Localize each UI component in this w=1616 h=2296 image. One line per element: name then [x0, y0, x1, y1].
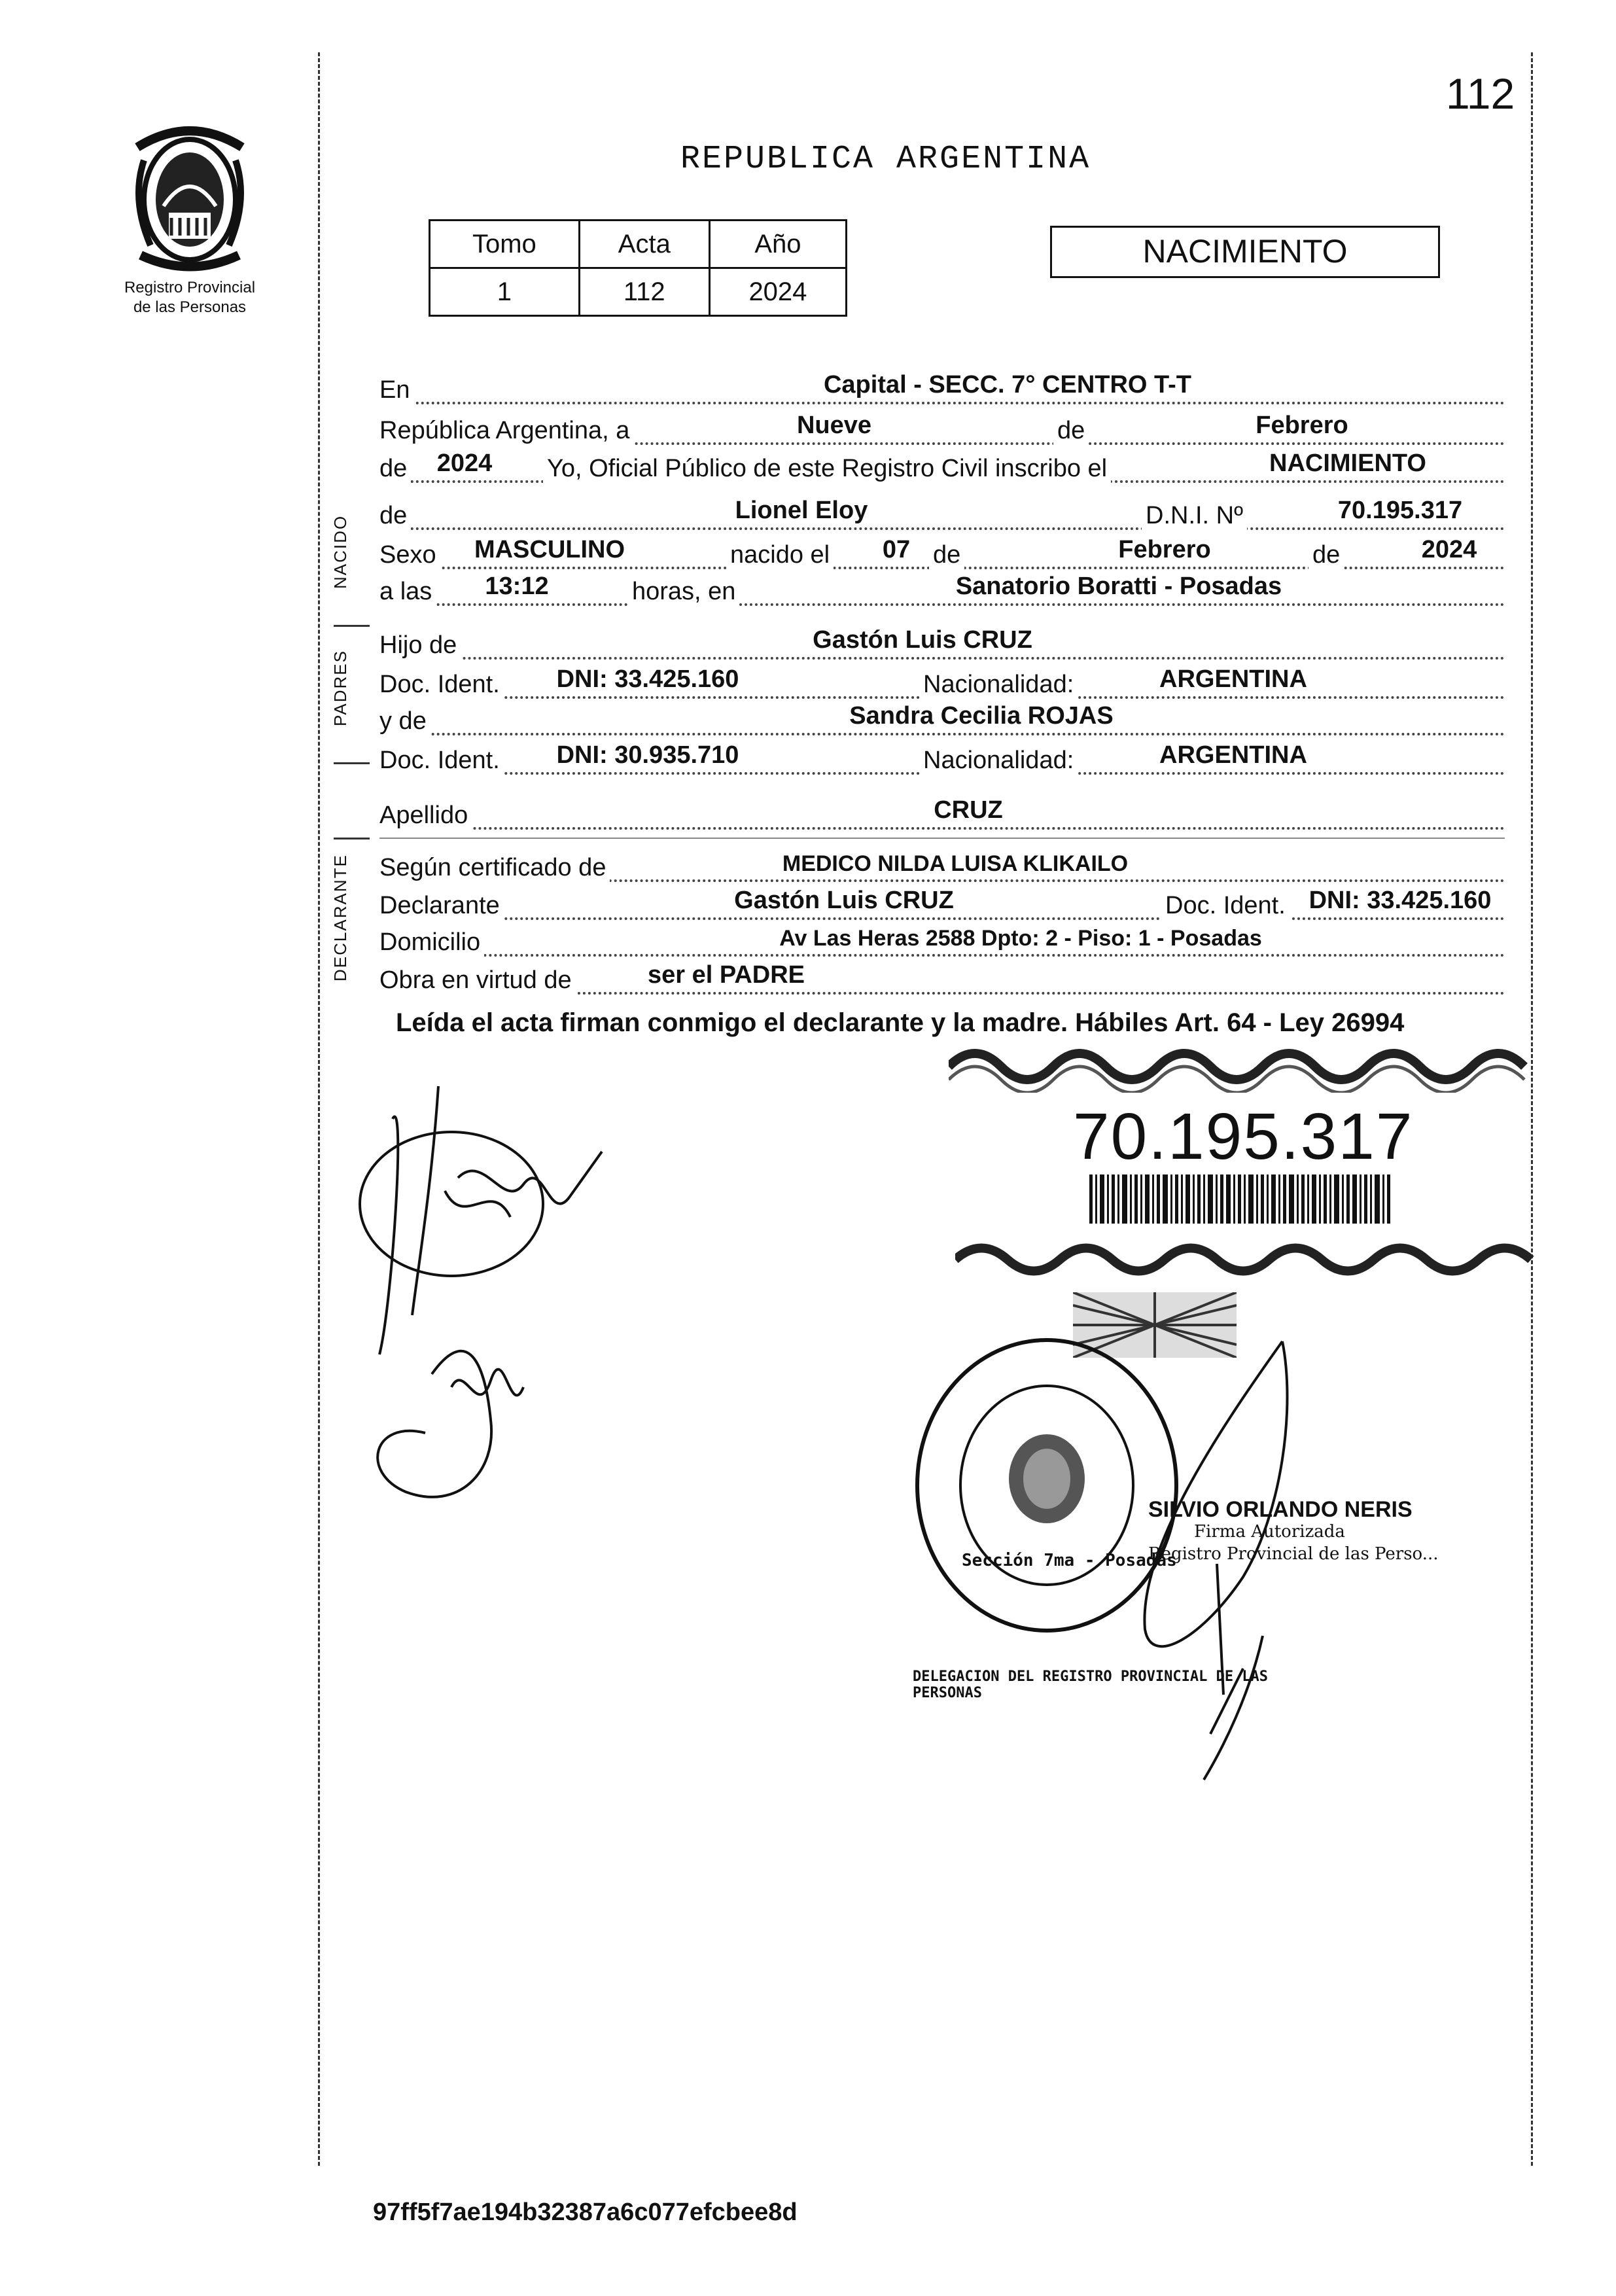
section-separator: [334, 625, 370, 627]
padre-value: Gastón Luis CRUZ: [813, 626, 1032, 654]
republica-label: República Argentina, a: [379, 417, 633, 445]
a-las-label: a las: [379, 578, 436, 606]
y-de-label: y de: [379, 707, 430, 735]
anio-value: 2024: [709, 268, 846, 316]
side-label-nacido: NACIDO: [330, 514, 350, 589]
row-hora: [379, 568, 1505, 610]
de-label: de: [1053, 417, 1089, 445]
closing-note: Leída el acta firman conmigo el declarante y la madre. Hábiles Art. 64 - Ley 26994: [396, 1008, 1405, 1037]
signatory-block: [1148, 1498, 1515, 1565]
nombre-value: Lionel Eloy: [735, 497, 868, 524]
declarante-doc-value: DNI: 33.425.160: [1309, 887, 1492, 914]
signatory-office: Registro Provincial de las Perso...: [1148, 1544, 1439, 1564]
doc-label: Doc. Ident.: [379, 671, 504, 699]
madre-value: Sandra Cecilia ROJAS: [849, 702, 1114, 730]
document-hash: 97ff5f7ae194b32387a6c077efcbee8d: [373, 2199, 798, 2226]
row-en: [379, 366, 1505, 408]
doc-label-3: Doc. Ident.: [1161, 892, 1290, 920]
side-label-declarante: DECLARANTE: [330, 854, 350, 981]
section-separator: [334, 838, 370, 839]
row-sexo: [379, 531, 1505, 573]
dni-label: D.N.I. Nº: [1142, 502, 1247, 530]
nacido-label: nacido el: [726, 541, 834, 569]
logo-caption: [92, 278, 288, 317]
right-margin-line: [1531, 52, 1533, 2166]
nac-anio-value: 2024: [1421, 536, 1477, 563]
en-value: Capital - SECC. 7° CENTRO T-T: [823, 371, 1192, 398]
security-pattern: [949, 1040, 1537, 1093]
apellido-value: CRUZ: [934, 796, 1003, 824]
signature-icon: [353, 1080, 628, 1525]
horas-en-label: horas, en: [628, 578, 739, 606]
section-separator: [334, 762, 370, 764]
row-padre: [379, 622, 1505, 663]
madre-doc-value: DNI: 30.935.710: [556, 741, 739, 769]
hora-value: 13:12: [485, 573, 549, 600]
document-title: REPUBLICA ARGENTINA: [680, 141, 1091, 178]
sexo-value: MASCULINO: [474, 536, 625, 563]
nac-mes-value: Febrero: [1118, 536, 1211, 563]
security-pattern-icon: [955, 1240, 1537, 1286]
row-madre-doc: [379, 737, 1505, 779]
row-padre-doc: [379, 661, 1505, 703]
tomo-header: Tomo: [430, 221, 580, 268]
lugar-value: Sanatorio Boratti - Posadas: [955, 573, 1282, 600]
sexo-label: Sexo: [379, 541, 440, 569]
security-pattern-icon: [949, 1040, 1537, 1093]
anio-inscripcion-value: 2024: [436, 450, 493, 477]
obra-label: Obra en virtud de: [379, 966, 576, 995]
signatory-name: SILVIO ORLANDO NERIS: [1148, 1497, 1413, 1522]
madre-nac-value: ARGENTINA: [1159, 741, 1307, 769]
left-margin-line: [318, 52, 320, 2166]
signatory-role: Firma Autorizada: [1194, 1522, 1345, 1542]
hijo-label: Hijo de: [379, 631, 461, 660]
nacionalidad-label-2: Nacionalidad:: [919, 747, 1078, 775]
padre-nac-value: ARGENTINA: [1159, 665, 1307, 693]
row-certificado: [379, 844, 1505, 886]
certificado-label: Según certificado de: [379, 854, 610, 882]
logo-caption-line-1: Registro Provincial: [124, 279, 256, 296]
de-label-5: de: [1309, 541, 1344, 569]
tomo-value: 1: [430, 268, 580, 316]
domicilio-label: Domicilio: [379, 928, 484, 957]
section-separator: [379, 838, 1505, 839]
barcode-icon: [1089, 1174, 1390, 1224]
apellido-label: Apellido: [379, 802, 472, 830]
de-label-4: de: [929, 541, 964, 569]
tipo-value: NACIMIENTO: [1269, 450, 1426, 477]
logo-caption-line-2: de las Personas: [133, 298, 247, 316]
certificado-value: MEDICO NILDA LUISA KLIKAILO: [782, 851, 1129, 876]
acta-header: Acta: [579, 221, 709, 268]
record-table: [429, 219, 847, 317]
row-domicilio: [379, 919, 1505, 961]
obra-value: ser el PADRE: [647, 961, 805, 989]
dni-value: 70.195.317: [1337, 497, 1463, 524]
dia-value: Nueve: [796, 412, 872, 439]
de-label-3: de: [379, 502, 411, 530]
row-fecha: [379, 407, 1505, 449]
row-apellido: [379, 792, 1505, 834]
declarante-label: Declarante: [379, 892, 504, 920]
row-declarante: [379, 882, 1505, 924]
row-obra: [379, 957, 1505, 998]
row-inscripcion: [379, 445, 1505, 487]
acta-value: 112: [579, 268, 709, 316]
declarant-signature: [353, 1080, 628, 1525]
mes-value: Febrero: [1256, 412, 1348, 439]
en-label: En: [379, 376, 413, 404]
row-nombre: [379, 492, 1505, 534]
province-logo: [124, 121, 255, 278]
anio-header: Año: [709, 221, 846, 268]
nacionalidad-label: Nacionalidad:: [919, 671, 1078, 699]
padre-doc-value: DNI: 33.425.160: [556, 665, 739, 693]
de-label-2: de: [379, 455, 411, 483]
barcode: [1089, 1174, 1390, 1224]
coat-of-arms-icon: [124, 121, 255, 278]
page-number: 112: [1446, 69, 1515, 118]
doc-label-2: Doc. Ident.: [379, 747, 504, 775]
side-label-padres: PADRES: [330, 650, 350, 726]
domicilio-value: Av Las Heras 2588 Dpto: 2 - Piso: 1 - Posadas: [779, 926, 1262, 951]
seal-outer-text: DELEGACION DEL REGISTRO PROVINCIAL DE LAS PERSONAS: [913, 1669, 1269, 1701]
oficial-text: Yo, Oficial Público de este Registro Civil inscribo el: [543, 455, 1111, 483]
seal-inner-text: Sección 7ma - Posadas: [962, 1551, 1177, 1570]
declarante-value: Gastón Luis CRUZ: [734, 887, 954, 914]
nac-dia-value: 07: [882, 536, 911, 563]
id-number-label: 70.195.317: [1073, 1100, 1414, 1173]
security-pattern: [955, 1240, 1537, 1286]
record-type-box: NACIMIENTO: [1050, 226, 1440, 278]
row-madre: [379, 698, 1505, 739]
